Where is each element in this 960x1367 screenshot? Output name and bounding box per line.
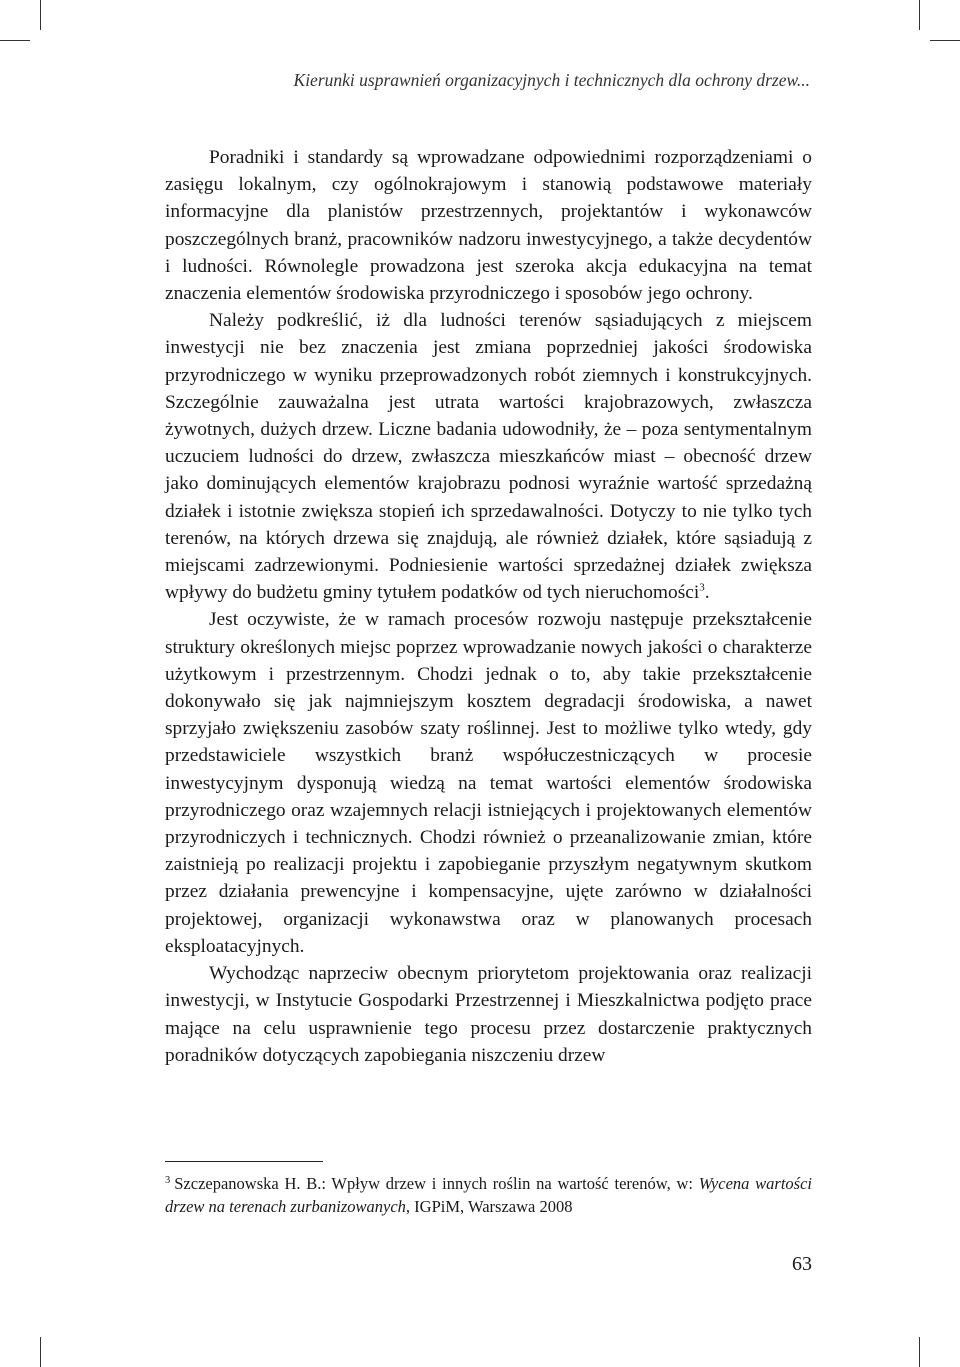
footnote-author: Szczepanowska H. B.: Wpływ drzew i innych roślin na wartość terenów, w: (174, 1174, 699, 1193)
crop-mark (919, 1337, 920, 1367)
paragraph-2-text: Należy podkreślić, iż dla ludności terenów sąsiadujących z miejscem inwestycji nie bez znaczenia jest zmiana poprzedniej jakości środowiska przyrodniczego w wyniku przeprowadzonych robót ziemnych i konstrukcyjnych. Szczególnie zauważalna jest utrata wartości krajobrazowych, zwłaszcza żywotnych, dużych drzew. Liczne badania udowodniły, że – poza sentymentalnym uczuciem ludności do drzew, zwłaszcza mieszkańców miast – obecność drzew jako dominujących elementów krajobrazu podnosi wyraźnie wartość sprzedażną działek i istotnie zwiększa stopień ich sprzedawalności. Dotyczy to nie tylko tych terenów, na których drzewa się znajdują, ale również działek, które sąsiadują z miejscami zadrzewionymi. Podniesienie wartości sprzedażnej działek zwiększa wpływy do budżetu gminy tytułem podatków od tych nieruchomości (165, 310, 812, 604)
paragraph-2 (165, 307, 812, 606)
footnote-number: 3 (165, 1174, 171, 1186)
paragraph-2-end: . (704, 582, 710, 604)
paragraph-4: Wychodząc naprzeciw obecnym priorytetom projektowania oraz realizacji inwestycji, w Instytucie Gospodarki Przestrzennej i Mieszkalnictwa podjęto prace mające na celu usprawnienie tego procesu przez dostarczenie praktycznych poradników dotyczących zapobiegania niszczeniu drzew (165, 963, 812, 1066)
footnote (165, 1172, 812, 1218)
body-text (165, 144, 812, 1069)
page-number: 63 (792, 1253, 812, 1275)
crop-mark (930, 40, 960, 41)
paragraph-3: Jest oczywiste, że w ramach procesów rozwoju następuje przekształcenie struktury określonych miejsc poprzez wprowadzanie nowych jakości o charakterze użytkowym i przestrzennym. Chodzi jednak o to, aby takie przekształcenie dokonywało się jak najmniejszym kosztem degradacji środowiska, a nawet sprzyjało zwiększeniu zasobów szaty roślinnej. Jest to możliwe tylko wtedy, gdy przedstawiciele wszystkich branż współuczestniczących w procesie inwestycyjnym dysponują wiedzą na temat wartości elementów środowiska przyrodniczego oraz wzajemnych relacji istniejących i projektowanych elementów przyrodniczych i technicznych. Chodzi również o przeanalizowanie zmian, które zaistnieją po realizacji projektu i zapobieganie przyszłym negatywnym skutkom przez działania prewencyjne i kompensacyjne, ujęte zarówno w działalności projektowej, organizacji wykonawstwa oraz w planowanych procesach eksploatacyjnych. (165, 609, 812, 957)
crop-mark (0, 40, 30, 41)
running-header: Kierunki usprawnień organizacyjnych i technicznych dla ochrony drzew... (293, 70, 810, 90)
footnote-reference[interactable]: 3 (699, 581, 705, 594)
footnote-publisher: , IGPiM, Warszawa 2008 (405, 1197, 573, 1216)
footnote-title: Wycena wartości drzew na terenach zurbanizowanych (165, 1174, 812, 1216)
crop-mark (40, 1337, 41, 1367)
paragraph-1: Poradniki i standardy są wprowadzane odpowiednimi rozporządzeniami o zasięgu lokalnym, czy ogólnokrajowym i stanowią podstawowe materiały informacyjne dla planistów przestrzennych, projektantów i wykonawców poszczególnych branż, pracowników nadzoru inwestycyjnego, a także decydentów i ludności. Równolegle prowadzona jest szeroka akcja edukacyjna na temat znaczenia elementów środowiska przyrodniczego i sposobów jego ochrony. (165, 147, 812, 305)
footnote-divider (165, 1161, 323, 1162)
crop-mark (40, 0, 41, 30)
crop-mark (919, 0, 920, 30)
